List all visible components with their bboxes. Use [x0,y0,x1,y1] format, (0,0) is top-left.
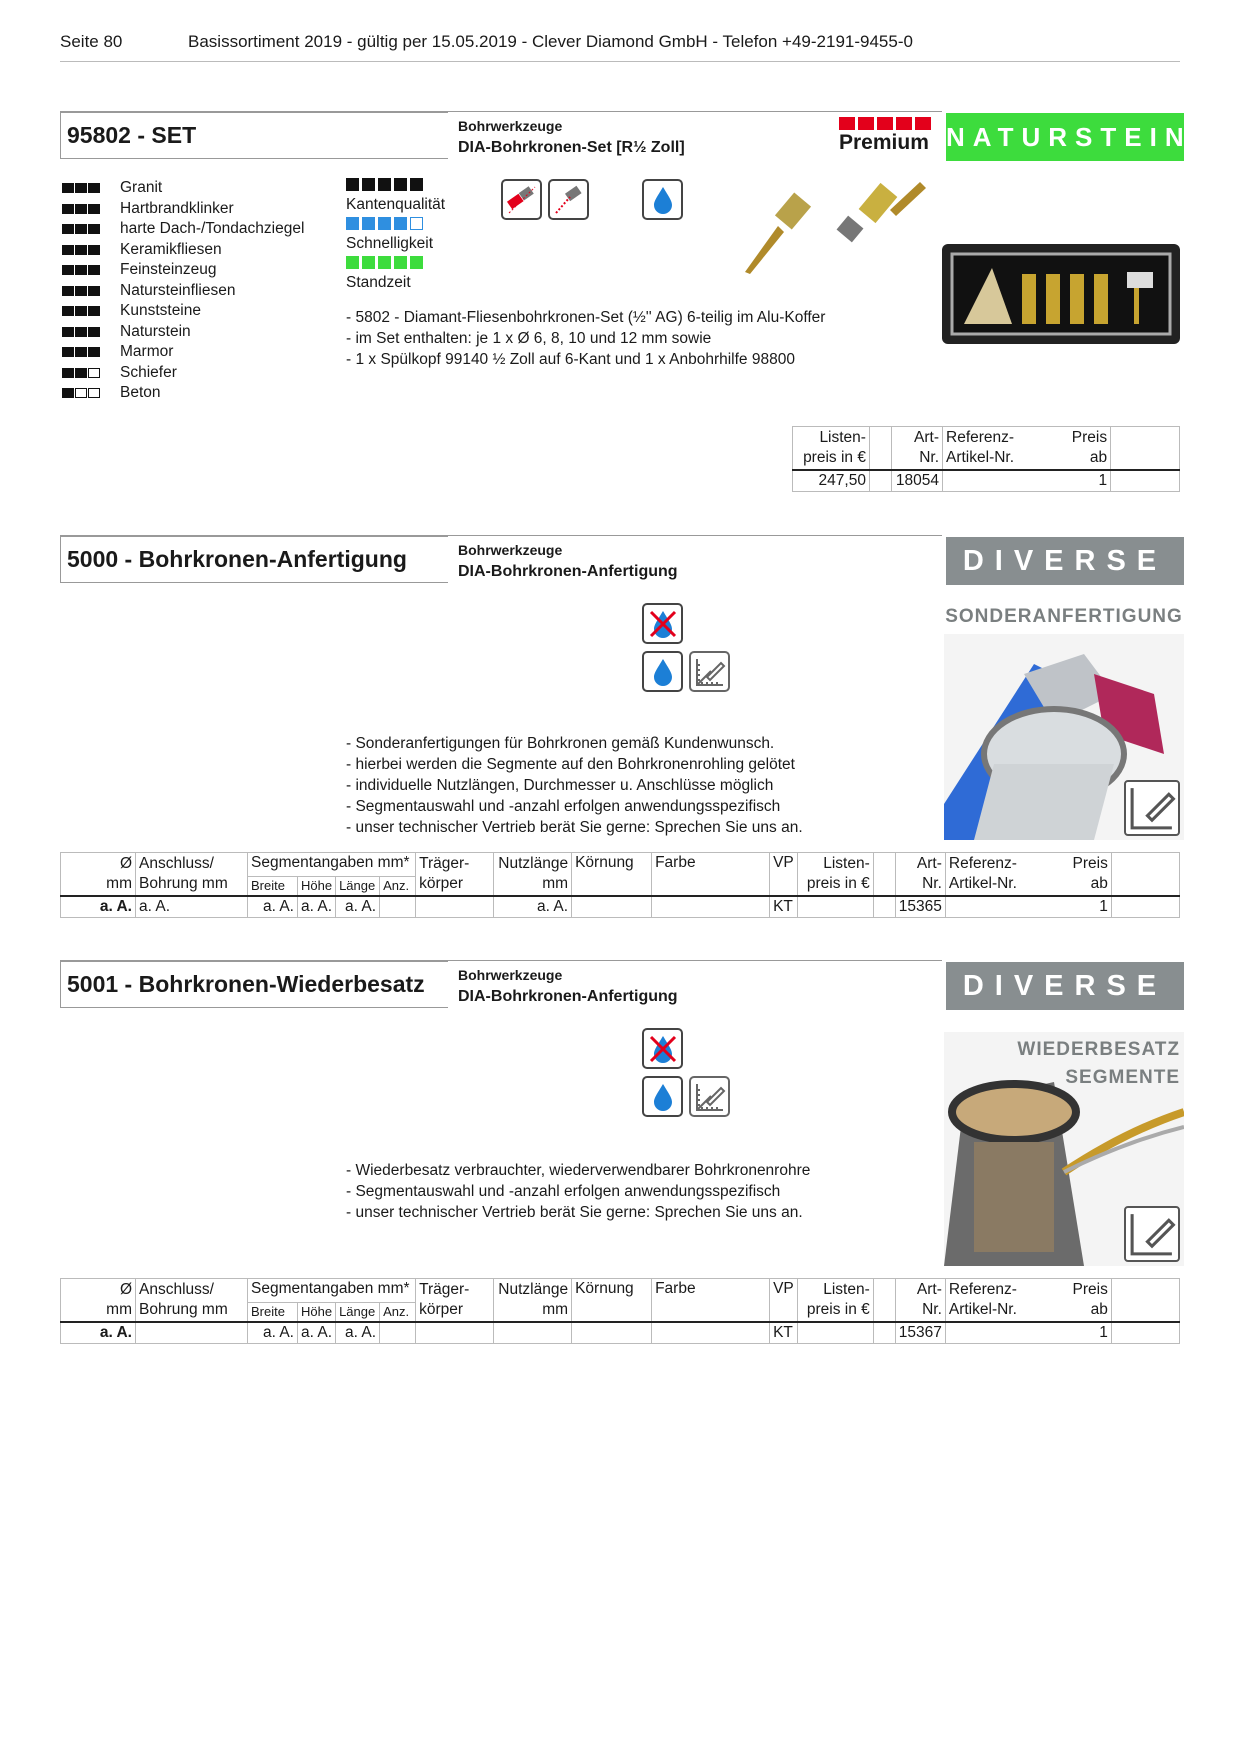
header-listenpreis: Listen- preis in € [797,1279,873,1323]
product-image-bits [740,182,940,284]
price-table [792,426,1180,492]
page-header-info: Basissortiment 2019 - gültig per 15.05.2019 - Clever Diamond GmbH - Telefon +49-2191-9455-0 [188,32,913,51]
header-preis-ab: Preis ab [1067,1279,1111,1323]
description-line: - 5802 - Diamant-Fliesenbohrkronen-Set (½'' AG) 6-teilig im Alu-Koffer [346,309,826,326]
product-description [346,307,825,370]
material-label: Schiefer [120,363,177,381]
description-line: - individuelle Nutzlängen, Durchmesser u. Anschlüsse möglich [346,777,774,794]
category: Bohrwerkzeuge [458,542,563,558]
custom-measure-icon [1124,1206,1180,1262]
water-drop-icon [642,651,683,692]
page-header [60,32,1180,62]
header-preis-ab: Preis ab [1066,427,1111,471]
product-image-resegment [944,1032,1184,1266]
header-nutzlaenge: Nutzlänge mm [494,853,572,897]
cell-referenz [943,470,1067,492]
water-drop-icon [642,1076,683,1117]
header-koernung: Körnung [572,853,652,897]
header-laenge: Länge [336,877,380,897]
header-artnr: Art- Nr. [892,427,943,471]
premium-squares [839,117,931,130]
category-banner: DIVERSE [946,962,1184,1010]
header-diameter: Ø mm [61,853,136,897]
material-row [62,199,342,220]
header-koernung: Körnung [572,1279,652,1323]
header-vp: VP [770,853,798,897]
description-line: - Sonderanfertigungen für Bohrkronen gemäß Kundenwunsch. [346,735,775,752]
header-line [448,960,942,961]
header-segmentangaben: Segmentangaben mm* [248,1279,416,1303]
material-label: Keramikfliesen [120,240,222,258]
drill-machine-icon [548,179,589,220]
header-anschluss: Anschluss/ Bohrung mm [136,1279,248,1323]
material-row [62,342,342,363]
custom-measure-icon [689,1076,730,1117]
header-hoehe: Höhe [298,1303,336,1323]
cell-preis-ab: 1 [1066,470,1111,492]
header-line [448,535,942,536]
header-farbe: Farbe [652,853,770,897]
material-row [62,281,342,302]
category-box [458,539,678,583]
no-water-drop-icon [642,603,683,644]
product-title: 95802 - SET [60,111,448,159]
table-row: a. A. a. A. a. A. a. A. KT 15367 1 [61,1322,1180,1344]
angle-grinder-icon [501,179,542,220]
premium-label: Premium [839,131,929,154]
header-anz: Anz. [380,1303,416,1323]
description-line: - unser technischer Vertrieb berät Sie gerne: Sprechen Sie uns an. [346,819,803,836]
product-description [346,1160,810,1223]
table-row: a. A. a. A. a. A. a. A. a. A. a. A. KT 15365 1 [61,896,1180,918]
header-breite: Breite [248,1303,298,1323]
quality-label: Standzeit [346,274,411,291]
material-row [62,240,342,261]
material-label: Naturstein [120,322,191,340]
header-diameter: Ø mm [61,1279,136,1323]
description-line: - unser technischer Vertrieb berät Sie gerne: Sprechen Sie uns an. [346,1204,803,1221]
header-traeger: Träger- körper [416,853,494,897]
price-table-header [793,427,1180,471]
material-rating [62,179,120,197]
header-listenpreis: Listen- preis in € [793,427,870,471]
material-label: harte Dach-/Tondachziegel [120,220,305,238]
category: Bohrwerkzeuge [458,118,563,134]
description-line: - hierbei werden die Segmente auf den Bohrkronenrohling gelötet [346,756,795,773]
material-row [62,260,342,281]
header-vp: VP [770,1279,798,1323]
image-caption: SONDERANFERTIGUNG [945,606,1183,627]
header-artnr: Art- Nr. [895,1279,945,1323]
water-drop-icon [642,179,683,220]
material-rating [62,220,120,238]
header-breite: Breite [248,877,298,897]
header-farbe: Farbe [652,1279,770,1323]
material-rating [62,323,120,341]
material-row [62,301,342,322]
header-segmentangaben: Segmentangaben mm* [248,853,416,877]
quality-rating-squares [346,217,496,235]
category-box [458,115,685,159]
quality-ratings [346,178,496,295]
page-number: Seite 80 [60,32,123,51]
header-laenge: Länge [336,1303,380,1323]
material-row [62,178,342,199]
cell-listenpreis: 247,50 [793,470,870,492]
premium-badge [839,117,931,155]
description-line: - im Set enthalten: je 1 x Ø 6, 8, 10 und 12 mm sowie [346,330,712,347]
material-rating [62,364,120,382]
material-label: Natursteinfliesen [120,281,236,299]
header-referenz: Referenz- Artikel-Nr. [945,1279,1067,1323]
product-title: 5000 - Bohrkronen-Anfertigung [60,535,448,583]
product-description [346,733,803,838]
header-anschluss: Anschluss/ Bohrung mm [136,853,248,897]
spec-table-header [61,1279,1180,1303]
material-label: Kunststeine [120,302,201,320]
header-hoehe: Höhe [298,877,336,897]
category-box [458,964,678,1008]
category-banner: DIVERSE [946,537,1184,585]
cell-artnr: 18054 [892,470,943,492]
material-rating [62,343,120,361]
material-rating [62,282,120,300]
spec-table-header [61,853,1180,877]
material-rating [62,302,120,320]
material-row [62,383,342,404]
header-referenz: Referenz- Artikel-Nr. [943,427,1067,471]
category: Bohrwerkzeuge [458,967,563,983]
material-label: Marmor [120,343,174,361]
image-caption: WIEDERBESATZ SEGMENTE [1017,1039,1180,1088]
material-row [62,219,342,240]
header-listenpreis: Listen- preis in € [797,853,873,897]
header-line [448,111,942,112]
quality-label: Schnelligkeit [346,235,434,252]
product-image-crowns [944,634,1184,840]
header-referenz: Referenz- Artikel-Nr. [945,853,1067,897]
description-line: - Segmentauswahl und -anzahl erfolgen anwendungsspezifisch [346,1183,781,1200]
material-row [62,322,342,343]
material-label: Hartbrandklinker [120,199,234,217]
material-label: Feinsteinzeug [120,261,217,279]
material-rating [62,241,120,259]
no-water-drop-icon [642,1028,683,1069]
header-traeger: Träger- körper [416,1279,494,1323]
header-anz: Anz. [380,877,416,897]
material-rating [62,384,120,402]
material-rating [62,261,120,279]
material-label: Granit [120,179,163,197]
category-banner: NATURSTEIN [946,113,1184,161]
description-line: - Wiederbesatz verbrauchter, wiederverwendbarer Bohrkronenrohre [346,1162,811,1179]
header-artnr: Art- Nr. [895,853,945,897]
spec-table [60,852,1180,918]
material-label: Beton [120,384,161,402]
spec-table [60,1278,1180,1344]
description-line: - 1 x Spülkopf 99140 ½ Zoll auf 6-Kant und 1 x Anbohrhilfe 98800 [346,351,795,368]
subcategory: DIA-Bohrkronen-Set [R½ Zoll] [458,139,685,156]
material-row [62,363,342,384]
table-row [793,470,1180,492]
header-preis-ab: Preis ab [1067,853,1111,897]
custom-measure-icon [689,651,730,692]
quality-label: Kantenqualität [346,196,446,213]
custom-measure-icon [1124,780,1180,836]
description-line: - Segmentauswahl und -anzahl erfolgen anwendungsspezifisch [346,798,781,815]
header-nutzlaenge: Nutzlänge mm [494,1279,572,1323]
material-rating [62,200,120,218]
subcategory: DIA-Bohrkronen-Anfertigung [458,563,678,580]
subcategory: DIA-Bohrkronen-Anfertigung [458,988,678,1005]
quality-rating-squares [346,256,496,274]
material-list [62,178,342,404]
quality-rating-squares [346,178,496,196]
product-title: 5001 - Bohrkronen-Wiederbesatz [60,960,448,1008]
product-image-case [942,244,1180,344]
